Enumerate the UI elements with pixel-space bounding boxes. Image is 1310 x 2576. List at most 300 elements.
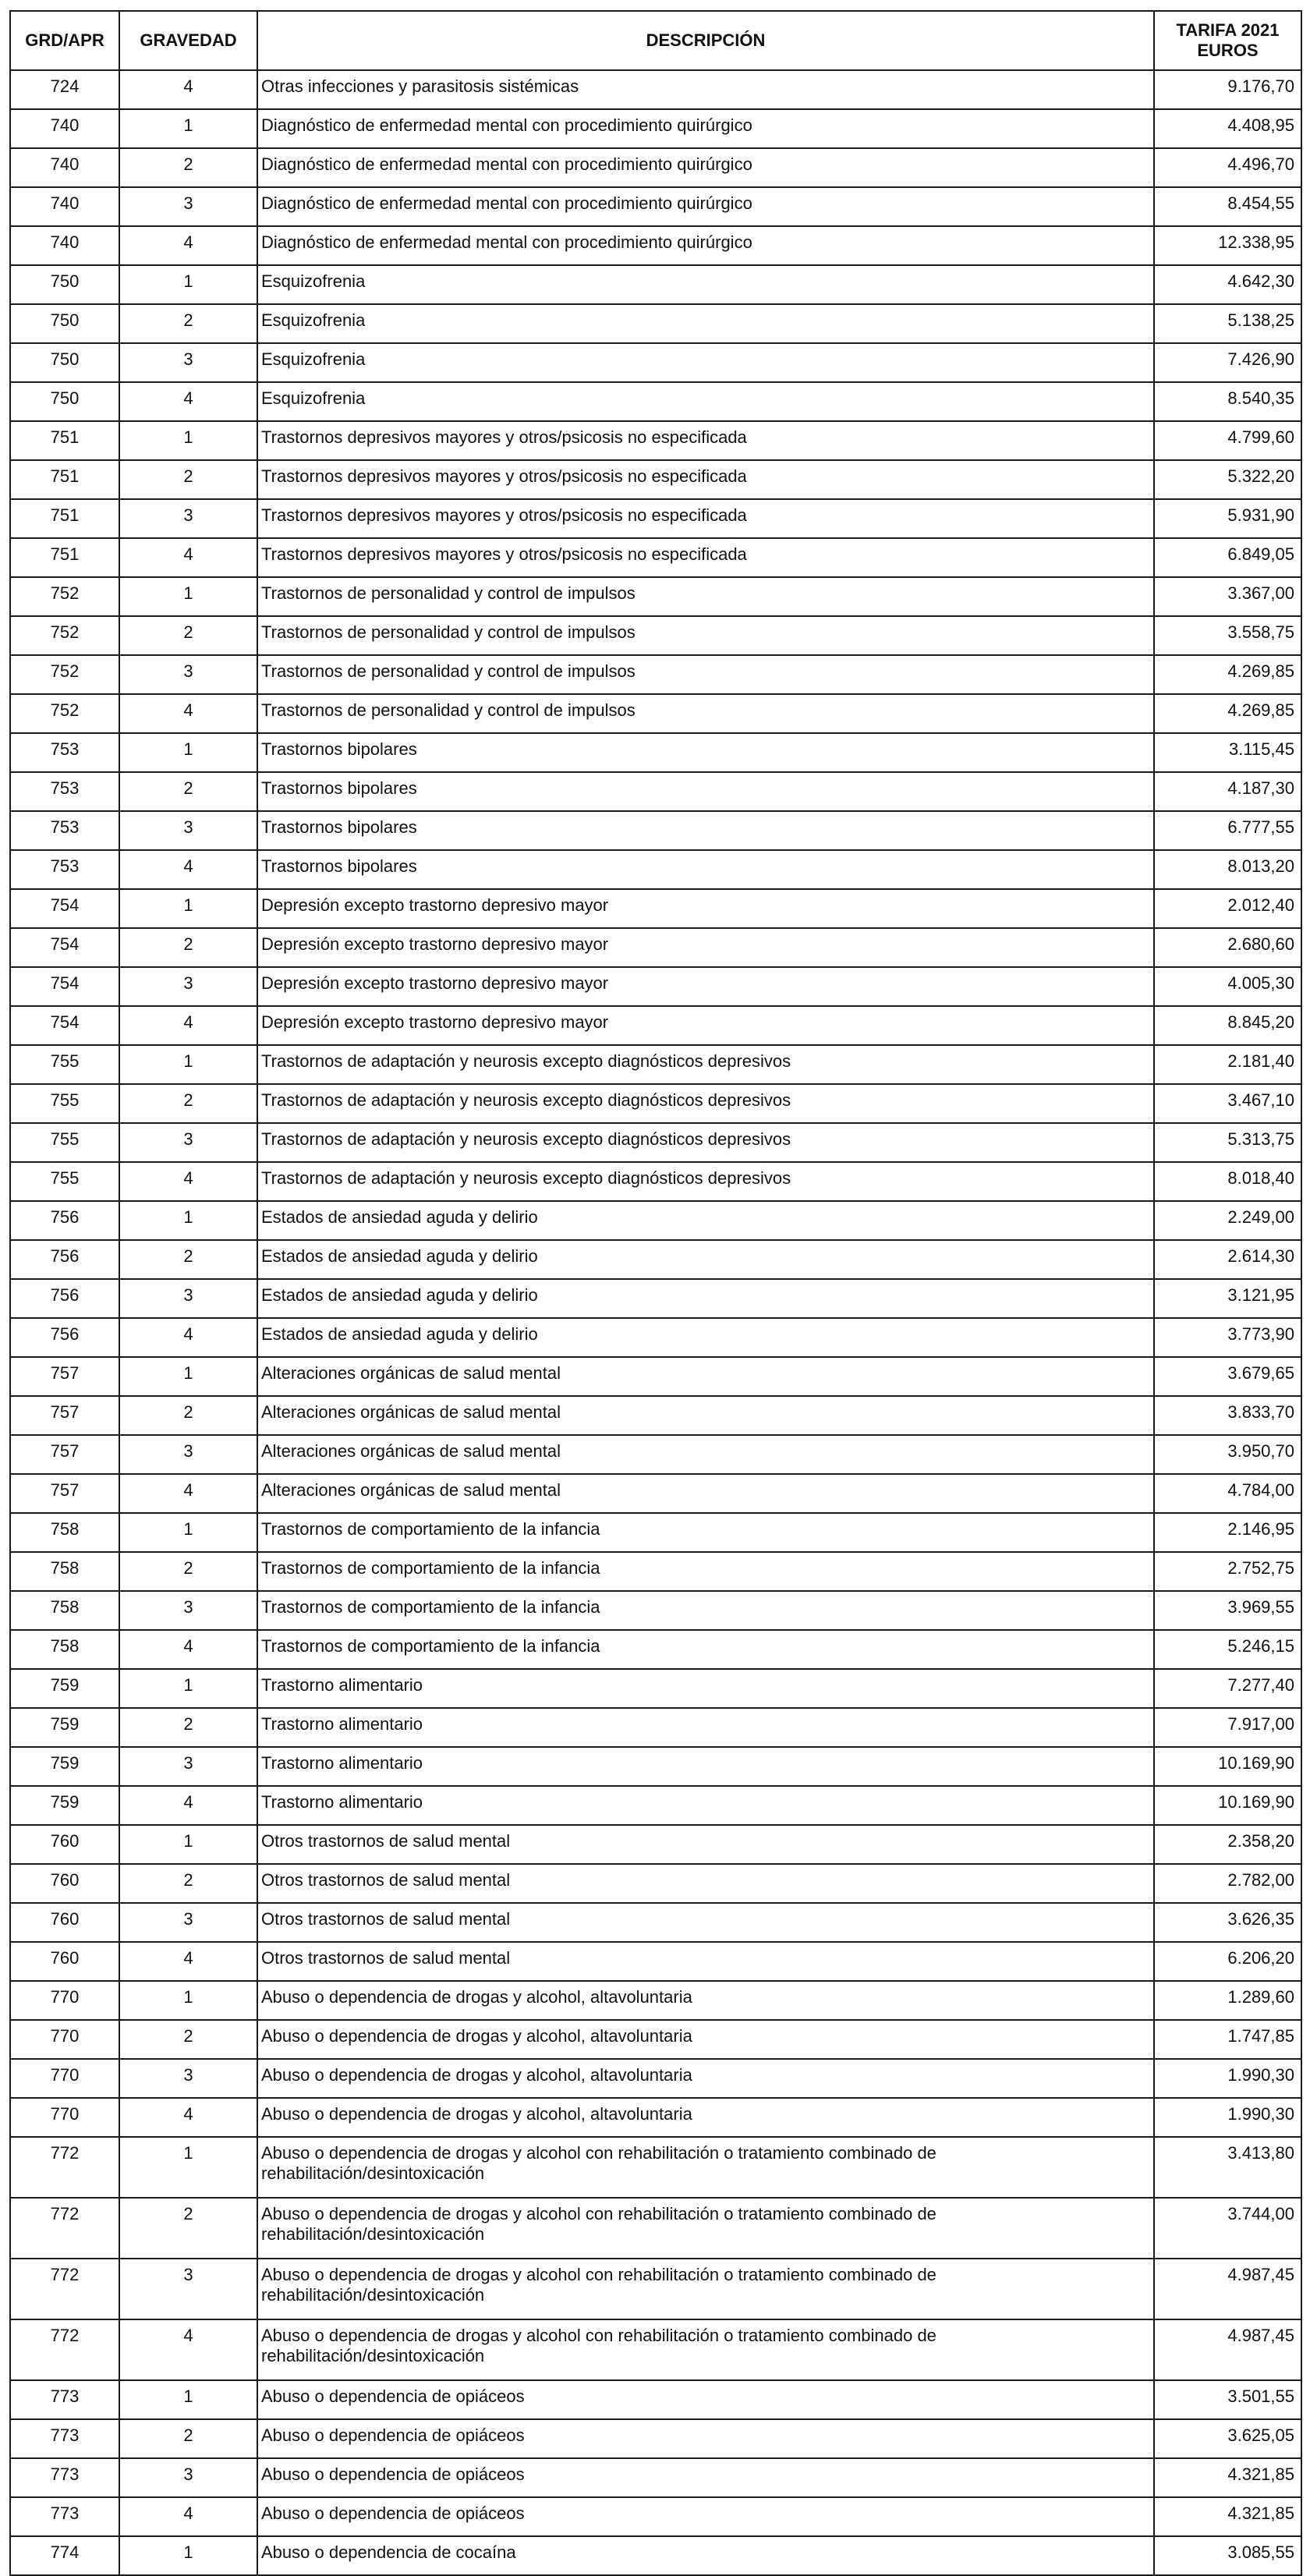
cell-severity: 2 bbox=[119, 928, 257, 967]
table-row bbox=[10, 811, 1301, 850]
table-row bbox=[10, 2098, 1301, 2137]
table-row bbox=[10, 1240, 1301, 1279]
cell-description: Alteraciones orgánicas de salud mental bbox=[257, 1396, 1154, 1435]
cell-description: Alteraciones orgánicas de salud mental bbox=[257, 1474, 1154, 1513]
cell-code: 760 bbox=[10, 1864, 119, 1903]
column-header-price bbox=[1154, 11, 1301, 70]
cell-code: 772 bbox=[10, 2259, 119, 2319]
cell-price: 3.625,05 bbox=[1154, 2419, 1301, 2458]
cell-code: 772 bbox=[10, 2137, 119, 2198]
cell-code: 753 bbox=[10, 772, 119, 811]
table-row bbox=[10, 1162, 1301, 1201]
cell-description: Trastornos de personalidad y control de impulsos bbox=[257, 577, 1154, 616]
cell-code: 770 bbox=[10, 2020, 119, 2059]
table-row bbox=[10, 304, 1301, 343]
cell-description: Trastorno alimentario bbox=[257, 1669, 1154, 1708]
table-row bbox=[10, 1825, 1301, 1864]
cell-price: 1.990,30 bbox=[1154, 2059, 1301, 2098]
cell-description: Abuso o dependencia de drogas y alcohol con rehabilitación o tratamiento combinado de rehabilitación/desintoxicación bbox=[257, 2259, 1154, 2319]
cell-price: 8.013,20 bbox=[1154, 850, 1301, 889]
cell-price: 5.322,20 bbox=[1154, 460, 1301, 499]
cell-severity: 4 bbox=[119, 2098, 257, 2137]
cell-description: Trastorno alimentario bbox=[257, 1747, 1154, 1786]
cell-price: 3.467,10 bbox=[1154, 1084, 1301, 1123]
cell-code: 755 bbox=[10, 1045, 119, 1084]
table-row bbox=[10, 694, 1301, 733]
cell-severity: 4 bbox=[119, 1630, 257, 1669]
table-row bbox=[10, 1513, 1301, 1552]
cell-severity: 4 bbox=[119, 1006, 257, 1045]
table-row bbox=[10, 1357, 1301, 1396]
cell-severity: 1 bbox=[119, 1981, 257, 2020]
table-row bbox=[10, 2458, 1301, 2497]
cell-price: 4.005,30 bbox=[1154, 967, 1301, 1006]
cell-code: 773 bbox=[10, 2419, 119, 2458]
cell-price: 6.849,05 bbox=[1154, 538, 1301, 577]
cell-code: 752 bbox=[10, 694, 119, 733]
cell-description: Abuso o dependencia de opiáceos bbox=[257, 2419, 1154, 2458]
cell-code: 753 bbox=[10, 733, 119, 772]
cell-description: Trastornos de comportamiento de la infancia bbox=[257, 1513, 1154, 1552]
cell-severity: 1 bbox=[119, 1357, 257, 1396]
table-row bbox=[10, 928, 1301, 967]
cell-description: Trastornos de personalidad y control de impulsos bbox=[257, 694, 1154, 733]
cell-description: Diagnóstico de enfermedad mental con procedimiento quirúrgico bbox=[257, 148, 1154, 187]
cell-price: 5.313,75 bbox=[1154, 1123, 1301, 1162]
cell-description: Abuso o dependencia de drogas y alcohol, altavoluntaria bbox=[257, 1981, 1154, 2020]
cell-code: 750 bbox=[10, 304, 119, 343]
cell-description: Estados de ansiedad aguda y delirio bbox=[257, 1318, 1154, 1357]
cell-severity: 2 bbox=[119, 1552, 257, 1591]
cell-severity: 3 bbox=[119, 343, 257, 382]
cell-price: 3.744,00 bbox=[1154, 2198, 1301, 2259]
cell-code: 760 bbox=[10, 1825, 119, 1864]
cell-severity: 4 bbox=[119, 1162, 257, 1201]
cell-code: 760 bbox=[10, 1903, 119, 1942]
cell-severity: 4 bbox=[119, 850, 257, 889]
cell-price: 2.249,00 bbox=[1154, 1201, 1301, 1240]
table-row bbox=[10, 2497, 1301, 2536]
cell-description: Abuso o dependencia de opiáceos bbox=[257, 2380, 1154, 2419]
column-header-price-line1: TARIFA 2021 bbox=[1176, 20, 1280, 40]
cell-severity: 2 bbox=[119, 1240, 257, 1279]
table-row bbox=[10, 1318, 1301, 1357]
cell-severity: 4 bbox=[119, 538, 257, 577]
cell-description: Alteraciones orgánicas de salud mental bbox=[257, 1435, 1154, 1474]
cell-severity: 3 bbox=[119, 1747, 257, 1786]
cell-price: 4.269,85 bbox=[1154, 694, 1301, 733]
cell-severity: 3 bbox=[119, 655, 257, 694]
cell-code: 760 bbox=[10, 1942, 119, 1981]
cell-code: 755 bbox=[10, 1084, 119, 1123]
cell-price: 2.358,20 bbox=[1154, 1825, 1301, 1864]
table-row bbox=[10, 1786, 1301, 1825]
cell-code: 754 bbox=[10, 889, 119, 928]
table-row bbox=[10, 967, 1301, 1006]
cell-price: 4.269,85 bbox=[1154, 655, 1301, 694]
cell-description: Trastornos de adaptación y neurosis excepto diagnósticos depresivos bbox=[257, 1045, 1154, 1084]
table-body bbox=[10, 70, 1301, 2575]
cell-severity: 2 bbox=[119, 1708, 257, 1747]
cell-code: 772 bbox=[10, 2198, 119, 2259]
table-row bbox=[10, 538, 1301, 577]
table-row bbox=[10, 1942, 1301, 1981]
cell-price: 8.845,20 bbox=[1154, 1006, 1301, 1045]
table-row bbox=[10, 2198, 1301, 2259]
table-row bbox=[10, 1981, 1301, 2020]
cell-severity: 2 bbox=[119, 2020, 257, 2059]
cell-code: 774 bbox=[10, 2536, 119, 2575]
cell-description: Trastornos de personalidad y control de impulsos bbox=[257, 655, 1154, 694]
table-row bbox=[10, 226, 1301, 265]
cell-severity: 1 bbox=[119, 1825, 257, 1864]
cell-code: 740 bbox=[10, 109, 119, 148]
cell-price: 7.277,40 bbox=[1154, 1669, 1301, 1708]
cell-severity: 1 bbox=[119, 733, 257, 772]
cell-code: 758 bbox=[10, 1591, 119, 1630]
table-row bbox=[10, 1435, 1301, 1474]
cell-price: 2.752,75 bbox=[1154, 1552, 1301, 1591]
cell-severity: 2 bbox=[119, 1864, 257, 1903]
cell-severity: 2 bbox=[119, 2198, 257, 2259]
cell-price: 8.540,35 bbox=[1154, 382, 1301, 421]
cell-price: 1.990,30 bbox=[1154, 2098, 1301, 2137]
column-header-severity: GRAVEDAD bbox=[119, 11, 257, 70]
cell-price: 4.987,45 bbox=[1154, 2319, 1301, 2380]
cell-code: 757 bbox=[10, 1474, 119, 1513]
table-row bbox=[10, 2259, 1301, 2319]
cell-code: 752 bbox=[10, 577, 119, 616]
cell-description: Trastornos de comportamiento de la infancia bbox=[257, 1591, 1154, 1630]
cell-description: Otros trastornos de salud mental bbox=[257, 1903, 1154, 1942]
cell-price: 4.987,45 bbox=[1154, 2259, 1301, 2319]
cell-code: 770 bbox=[10, 2059, 119, 2098]
table-row bbox=[10, 577, 1301, 616]
cell-price: 3.413,80 bbox=[1154, 2137, 1301, 2198]
cell-severity: 4 bbox=[119, 1786, 257, 1825]
cell-description: Abuso o dependencia de opiáceos bbox=[257, 2458, 1154, 2497]
cell-severity: 1 bbox=[119, 109, 257, 148]
cell-severity: 4 bbox=[119, 2319, 257, 2380]
column-header-price-line2: EUROS bbox=[1197, 41, 1259, 60]
table-row bbox=[10, 772, 1301, 811]
cell-severity: 3 bbox=[119, 1903, 257, 1942]
cell-description: Trastornos de comportamiento de la infancia bbox=[257, 1552, 1154, 1591]
table-row bbox=[10, 70, 1301, 109]
cell-code: 754 bbox=[10, 967, 119, 1006]
table-row bbox=[10, 1474, 1301, 1513]
cell-code: 773 bbox=[10, 2497, 119, 2536]
cell-price: 2.146,95 bbox=[1154, 1513, 1301, 1552]
cell-price: 8.018,40 bbox=[1154, 1162, 1301, 1201]
cell-code: 758 bbox=[10, 1630, 119, 1669]
table-row bbox=[10, 2059, 1301, 2098]
cell-price: 6.777,55 bbox=[1154, 811, 1301, 850]
cell-severity: 2 bbox=[119, 1084, 257, 1123]
table-row bbox=[10, 2020, 1301, 2059]
cell-price: 3.969,55 bbox=[1154, 1591, 1301, 1630]
cell-code: 758 bbox=[10, 1513, 119, 1552]
cell-description: Trastornos depresivos mayores y otros/psicosis no especificada bbox=[257, 460, 1154, 499]
cell-description: Esquizofrenia bbox=[257, 382, 1154, 421]
cell-price: 2.782,00 bbox=[1154, 1864, 1301, 1903]
cell-severity: 1 bbox=[119, 2137, 257, 2198]
table-row bbox=[10, 382, 1301, 421]
table-row bbox=[10, 499, 1301, 538]
cell-description: Otros trastornos de salud mental bbox=[257, 1825, 1154, 1864]
cell-description: Esquizofrenia bbox=[257, 304, 1154, 343]
cell-price: 10.169,90 bbox=[1154, 1747, 1301, 1786]
cell-description: Esquizofrenia bbox=[257, 343, 1154, 382]
cell-severity: 1 bbox=[119, 1513, 257, 1552]
cell-description: Abuso o dependencia de cocaína bbox=[257, 2536, 1154, 2575]
cell-description: Trastornos depresivos mayores y otros/psicosis no especificada bbox=[257, 421, 1154, 460]
cell-price: 3.773,90 bbox=[1154, 1318, 1301, 1357]
column-header-code: GRD/APR bbox=[10, 11, 119, 70]
cell-description: Trastornos bipolares bbox=[257, 811, 1154, 850]
cell-code: 751 bbox=[10, 421, 119, 460]
cell-code: 753 bbox=[10, 811, 119, 850]
cell-description: Esquizofrenia bbox=[257, 265, 1154, 304]
cell-severity: 3 bbox=[119, 2259, 257, 2319]
cell-description: Trastornos bipolares bbox=[257, 772, 1154, 811]
cell-price: 3.115,45 bbox=[1154, 733, 1301, 772]
cell-code: 751 bbox=[10, 499, 119, 538]
table-row bbox=[10, 1669, 1301, 1708]
cell-price: 3.121,95 bbox=[1154, 1279, 1301, 1318]
table-row bbox=[10, 148, 1301, 187]
cell-code: 754 bbox=[10, 1006, 119, 1045]
cell-description: Trastorno alimentario bbox=[257, 1786, 1154, 1825]
cell-price: 3.626,35 bbox=[1154, 1903, 1301, 1942]
cell-price: 2.680,60 bbox=[1154, 928, 1301, 967]
cell-code: 755 bbox=[10, 1123, 119, 1162]
cell-severity: 4 bbox=[119, 1474, 257, 1513]
table-row bbox=[10, 1396, 1301, 1435]
cell-code: 753 bbox=[10, 850, 119, 889]
cell-code: 756 bbox=[10, 1279, 119, 1318]
table-row bbox=[10, 343, 1301, 382]
cell-severity: 4 bbox=[119, 1942, 257, 1981]
cell-price: 8.454,55 bbox=[1154, 187, 1301, 226]
table-row bbox=[10, 1591, 1301, 1630]
table-row bbox=[10, 265, 1301, 304]
cell-description: Abuso o dependencia de drogas y alcohol, altavoluntaria bbox=[257, 2059, 1154, 2098]
cell-price: 4.187,30 bbox=[1154, 772, 1301, 811]
cell-description: Otros trastornos de salud mental bbox=[257, 1864, 1154, 1903]
cell-severity: 4 bbox=[119, 226, 257, 265]
cell-severity: 1 bbox=[119, 1201, 257, 1240]
cell-severity: 2 bbox=[119, 460, 257, 499]
cell-code: 759 bbox=[10, 1669, 119, 1708]
cell-description: Depresión excepto trastorno depresivo mayor bbox=[257, 889, 1154, 928]
cell-description: Alteraciones orgánicas de salud mental bbox=[257, 1357, 1154, 1396]
cell-code: 756 bbox=[10, 1318, 119, 1357]
cell-price: 4.642,30 bbox=[1154, 265, 1301, 304]
cell-description: Estados de ansiedad aguda y delirio bbox=[257, 1240, 1154, 1279]
table-row bbox=[10, 1006, 1301, 1045]
table-row bbox=[10, 2137, 1301, 2198]
cell-description: Abuso o dependencia de opiáceos bbox=[257, 2497, 1154, 2536]
cell-description: Trastornos de personalidad y control de impulsos bbox=[257, 616, 1154, 655]
cell-price: 3.501,55 bbox=[1154, 2380, 1301, 2419]
cell-severity: 4 bbox=[119, 1318, 257, 1357]
cell-price: 3.833,70 bbox=[1154, 1396, 1301, 1435]
cell-description: Trastornos de adaptación y neurosis excepto diagnósticos depresivos bbox=[257, 1084, 1154, 1123]
table-header bbox=[10, 11, 1301, 70]
cell-code: 759 bbox=[10, 1708, 119, 1747]
cell-price: 4.799,60 bbox=[1154, 421, 1301, 460]
cell-price: 3.679,65 bbox=[1154, 1357, 1301, 1396]
table-row bbox=[10, 2536, 1301, 2575]
cell-description: Trastornos depresivos mayores y otros/psicosis no especificada bbox=[257, 499, 1154, 538]
cell-severity: 3 bbox=[119, 2059, 257, 2098]
cell-description: Abuso o dependencia de drogas y alcohol, altavoluntaria bbox=[257, 2098, 1154, 2137]
table-row bbox=[10, 889, 1301, 928]
cell-code: 751 bbox=[10, 460, 119, 499]
cell-price: 5.138,25 bbox=[1154, 304, 1301, 343]
cell-code: 754 bbox=[10, 928, 119, 967]
table-row bbox=[10, 850, 1301, 889]
cell-code: 752 bbox=[10, 655, 119, 694]
cell-severity: 2 bbox=[119, 148, 257, 187]
cell-severity: 1 bbox=[119, 2380, 257, 2419]
cell-price: 5.931,90 bbox=[1154, 499, 1301, 538]
cell-price: 5.246,15 bbox=[1154, 1630, 1301, 1669]
cell-severity: 1 bbox=[119, 2536, 257, 2575]
column-header-description: DESCRIPCIÓN bbox=[257, 11, 1154, 70]
cell-severity: 4 bbox=[119, 2497, 257, 2536]
cell-code: 740 bbox=[10, 187, 119, 226]
cell-severity: 2 bbox=[119, 616, 257, 655]
table-row bbox=[10, 733, 1301, 772]
cell-code: 750 bbox=[10, 382, 119, 421]
cell-severity: 3 bbox=[119, 1123, 257, 1162]
table-row bbox=[10, 109, 1301, 148]
cell-severity: 3 bbox=[119, 1279, 257, 1318]
cell-description: Estados de ansiedad aguda y delirio bbox=[257, 1279, 1154, 1318]
cell-severity: 3 bbox=[119, 1435, 257, 1474]
cell-severity: 1 bbox=[119, 577, 257, 616]
cell-price: 3.367,00 bbox=[1154, 577, 1301, 616]
cell-code: 770 bbox=[10, 1981, 119, 2020]
cell-price: 4.784,00 bbox=[1154, 1474, 1301, 1513]
cell-code: 770 bbox=[10, 2098, 119, 2137]
cell-description: Diagnóstico de enfermedad mental con procedimiento quirúrgico bbox=[257, 187, 1154, 226]
table-row bbox=[10, 1123, 1301, 1162]
cell-code: 750 bbox=[10, 343, 119, 382]
cell-code: 755 bbox=[10, 1162, 119, 1201]
cell-price: 7.917,00 bbox=[1154, 1708, 1301, 1747]
cell-code: 752 bbox=[10, 616, 119, 655]
table-row bbox=[10, 1708, 1301, 1747]
cell-severity: 3 bbox=[119, 187, 257, 226]
cell-price: 7.426,90 bbox=[1154, 343, 1301, 382]
cell-price: 4.321,85 bbox=[1154, 2458, 1301, 2497]
cell-description: Trastorno alimentario bbox=[257, 1708, 1154, 1747]
cell-code: 740 bbox=[10, 148, 119, 187]
table-row bbox=[10, 460, 1301, 499]
cell-description: Trastornos de adaptación y neurosis excepto diagnósticos depresivos bbox=[257, 1162, 1154, 1201]
cell-severity: 4 bbox=[119, 382, 257, 421]
cell-code: 773 bbox=[10, 2380, 119, 2419]
cell-price: 12.338,95 bbox=[1154, 226, 1301, 265]
tariff-table bbox=[9, 10, 1302, 2576]
cell-severity: 1 bbox=[119, 1669, 257, 1708]
cell-description: Trastornos depresivos mayores y otros/psicosis no especificada bbox=[257, 538, 1154, 577]
cell-code: 757 bbox=[10, 1396, 119, 1435]
cell-price: 2.614,30 bbox=[1154, 1240, 1301, 1279]
cell-description: Estados de ansiedad aguda y delirio bbox=[257, 1201, 1154, 1240]
table-row bbox=[10, 1747, 1301, 1786]
cell-severity: 2 bbox=[119, 772, 257, 811]
cell-description: Abuso o dependencia de drogas y alcohol con rehabilitación o tratamiento combinado de rehabilitación/desintoxicación bbox=[257, 2198, 1154, 2259]
cell-price: 1.289,60 bbox=[1154, 1981, 1301, 2020]
cell-description: Trastornos de adaptación y neurosis excepto diagnósticos depresivos bbox=[257, 1123, 1154, 1162]
cell-price: 3.950,70 bbox=[1154, 1435, 1301, 1474]
cell-description: Depresión excepto trastorno depresivo mayor bbox=[257, 967, 1154, 1006]
header-row bbox=[10, 11, 1301, 70]
table-row bbox=[10, 1630, 1301, 1669]
cell-severity: 2 bbox=[119, 1396, 257, 1435]
table-row bbox=[10, 616, 1301, 655]
cell-price: 2.012,40 bbox=[1154, 889, 1301, 928]
cell-description: Trastornos bipolares bbox=[257, 733, 1154, 772]
cell-price: 4.408,95 bbox=[1154, 109, 1301, 148]
table-row bbox=[10, 421, 1301, 460]
cell-code: 773 bbox=[10, 2458, 119, 2497]
table-row bbox=[10, 1279, 1301, 1318]
cell-description: Trastornos bipolares bbox=[257, 850, 1154, 889]
cell-description: Diagnóstico de enfermedad mental con procedimiento quirúrgico bbox=[257, 109, 1154, 148]
cell-code: 751 bbox=[10, 538, 119, 577]
cell-description: Abuso o dependencia de drogas y alcohol con rehabilitación o tratamiento combinado de rehabilitación/desintoxicación bbox=[257, 2137, 1154, 2198]
cell-code: 756 bbox=[10, 1240, 119, 1279]
cell-code: 750 bbox=[10, 265, 119, 304]
cell-price: 3.085,55 bbox=[1154, 2536, 1301, 2575]
table-row bbox=[10, 2419, 1301, 2458]
cell-price: 4.321,85 bbox=[1154, 2497, 1301, 2536]
cell-code: 724 bbox=[10, 70, 119, 109]
table-row bbox=[10, 1903, 1301, 1942]
cell-severity: 3 bbox=[119, 811, 257, 850]
cell-severity: 2 bbox=[119, 304, 257, 343]
table-row bbox=[10, 1864, 1301, 1903]
cell-price: 4.496,70 bbox=[1154, 148, 1301, 187]
cell-description: Depresión excepto trastorno depresivo mayor bbox=[257, 928, 1154, 967]
cell-code: 758 bbox=[10, 1552, 119, 1591]
cell-code: 757 bbox=[10, 1435, 119, 1474]
cell-severity: 3 bbox=[119, 499, 257, 538]
table-row bbox=[10, 2380, 1301, 2419]
cell-code: 740 bbox=[10, 226, 119, 265]
cell-description: Diagnóstico de enfermedad mental con procedimiento quirúrgico bbox=[257, 226, 1154, 265]
cell-code: 757 bbox=[10, 1357, 119, 1396]
cell-description: Otros trastornos de salud mental bbox=[257, 1942, 1154, 1981]
table-row bbox=[10, 2319, 1301, 2380]
cell-price: 10.169,90 bbox=[1154, 1786, 1301, 1825]
cell-description: Trastornos de comportamiento de la infancia bbox=[257, 1630, 1154, 1669]
cell-severity: 4 bbox=[119, 70, 257, 109]
table-row bbox=[10, 1045, 1301, 1084]
cell-severity: 3 bbox=[119, 967, 257, 1006]
cell-severity: 3 bbox=[119, 1591, 257, 1630]
cell-severity: 3 bbox=[119, 2458, 257, 2497]
cell-code: 759 bbox=[10, 1786, 119, 1825]
cell-severity: 1 bbox=[119, 1045, 257, 1084]
cell-description: Abuso o dependencia de drogas y alcohol con rehabilitación o tratamiento combinado de rehabilitación/desintoxicación bbox=[257, 2319, 1154, 2380]
cell-description: Abuso o dependencia de drogas y alcohol, altavoluntaria bbox=[257, 2020, 1154, 2059]
